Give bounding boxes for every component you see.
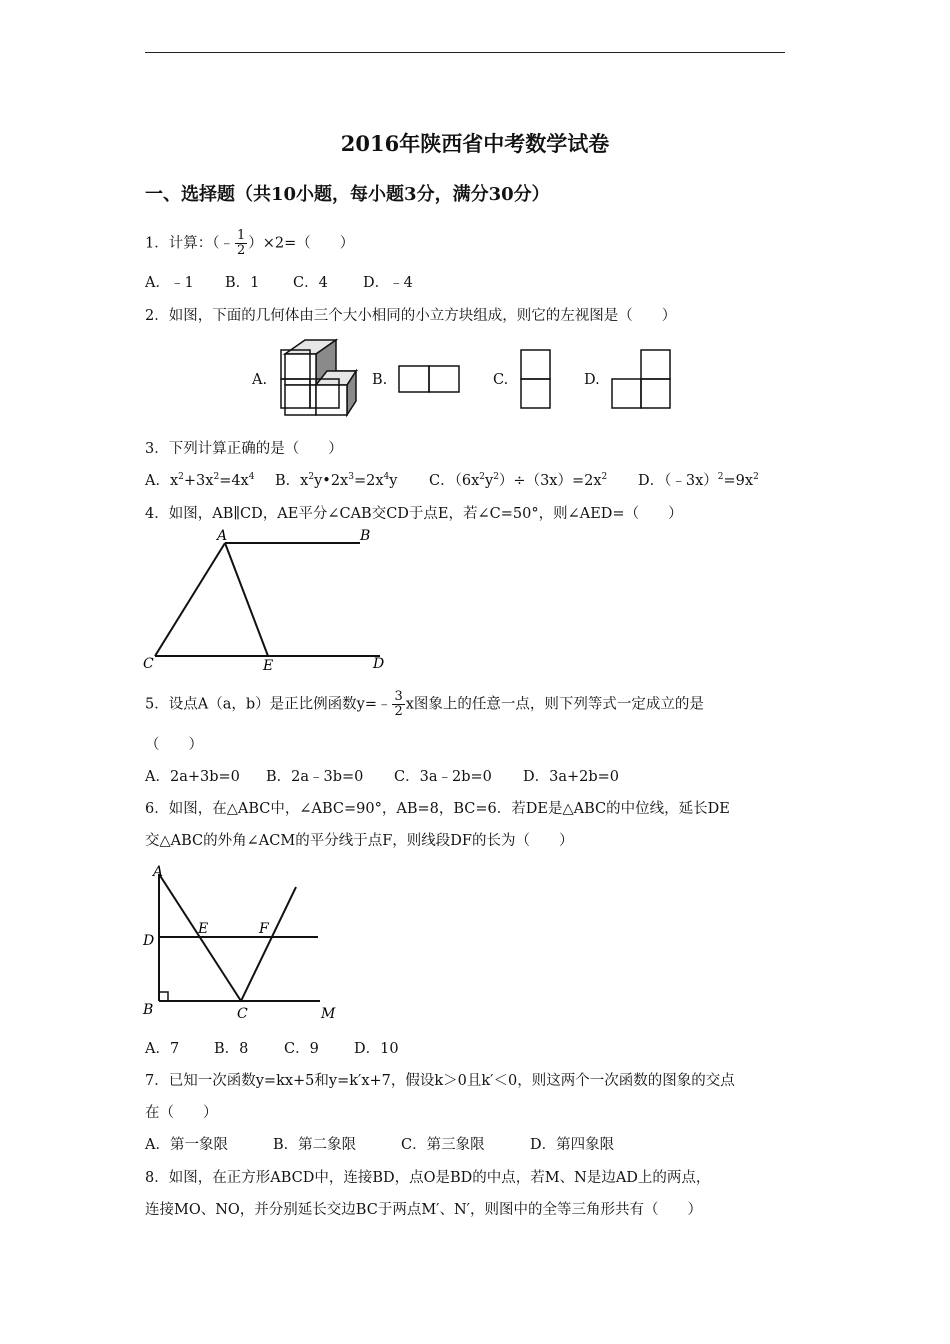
q6-label-m: M [321,1006,336,1022]
q3-option-a[interactable]: A．$x^2+3x^2=4x^4$ [145,472,255,489]
header-rule [145,52,785,53]
q6-label-b: B [143,1002,154,1018]
question-1 [145,229,354,258]
q2-view-c[interactable] [521,350,550,408]
q5-option-c[interactable]: C．3a﹣2b=0 [394,769,492,785]
q5-option-d[interactable]: D．3a+2b=0 [523,769,620,785]
q5-option-a[interactable]: A．2a+3b=0 [145,769,240,785]
q4-label-b: B [360,528,371,544]
q6-option-a[interactable]: A．7 [145,1041,180,1057]
q1-option-c[interactable]: C．4 [293,275,328,291]
q4-figure [135,522,395,677]
q1-prefix: 1．计算：（﹣ [145,235,234,252]
q1-fraction: $\frac{1}{2}$ [236,228,246,258]
question-5 [145,690,704,719]
q6-right-angle-mark [159,992,168,1001]
q3-option-c[interactable]: C．$(6x^2y^2)\div(3x)=2x^2$ [429,472,608,489]
q2-label-b: B. [372,372,388,388]
q6-option-c[interactable]: C．9 [284,1041,319,1057]
q3-option-b[interactable]: B．$x^2y•2x^3=2x^4y$ [275,472,398,489]
q1-option-b[interactable]: B．1 [225,275,260,291]
q4-label-d: D [373,656,385,672]
q7-option-b[interactable]: B．第二象限 [273,1137,357,1153]
q4-label-a: A [217,528,228,544]
q2-view-options [0,338,950,420]
question-6-line-1: 6．如图，在△ABC中，∠ABC=90°，AB=8，BC=6．若DE是△ABC的中位线，延长DE [145,801,730,817]
q7-option-d[interactable]: D．第四象限 [530,1137,615,1153]
q6-figure [135,858,350,1028]
question-8-line-2: 连接MO、NO，并分别延长交边BC于两点M′、N′，则图中的全等三角形共有（ ） [145,1202,702,1218]
q6-label-d: D [143,933,155,949]
q6-label-e: E [198,921,209,937]
q1-option-a[interactable]: A．﹣1 [145,275,194,291]
q1-option-d[interactable]: D．﹣4 [363,275,413,291]
page-title: 2016年陕西省中考数学试卷 [340,131,610,156]
q2-view-b[interactable] [399,366,459,392]
question-2: 2．如图，下面的几何体由三个大小相同的小立方块组成，则它的左视图是（ ） [145,308,677,324]
q4-label-e: E [263,658,274,674]
question-7-line-2: 在（ ） [145,1105,218,1121]
q5-fraction: $\frac{3}{2}$ [394,689,403,719]
section-heading: 一、选择题（共10小题，每小题3分，满分30分） [145,184,550,205]
question-3: 3．下列计算正确的是（ ） [145,441,343,457]
q1-suffix: ）×2=（ ） [248,235,355,252]
q2-view-a[interactable] [281,350,339,408]
q7-option-c[interactable]: C．第三象限 [401,1137,485,1153]
q4-line-ac [155,543,225,656]
question-6-line-2: 交△ABC的外角∠ACM的平分线于点F，则线段DF的长为（ ） [145,833,574,849]
q5-prefix: 5．设点A（a，b）是正比例函数y=﹣ [145,696,392,713]
q7-option-a[interactable]: A．第一象限 [145,1137,228,1153]
q6-line-cf [241,887,296,1001]
q3-option-d[interactable]: D．$(﹣3x)^2=9x^2$ [638,472,759,489]
q5-answer-blank: （ ） [145,737,203,753]
q2-label-c: C. [493,372,509,388]
q6-label-a: A [153,864,164,880]
question-8-line-1: 8．如图，在正方形ABCD中，连接BD，点O是BD的中点，若M、N是边AD上的两点， [145,1170,711,1186]
q4-label-c: C [143,656,154,672]
question-4: 4．如图，AB∥CD，AE平分∠CAB交CD于点E，若∠C=50°，则∠AED=（ ） [145,506,683,522]
q5-suffix: x图象上的任意一点，则下列等式一定成立的是 [405,696,704,713]
q5-option-b[interactable]: B．2a﹣3b=0 [266,769,364,785]
q6-option-d[interactable]: D．10 [354,1041,399,1057]
q6-label-f: F [259,921,269,937]
q2-view-d[interactable] [612,350,670,408]
q6-option-b[interactable]: B．8 [214,1041,249,1057]
q2-label-d: D. [584,372,600,388]
q4-line-ae [225,543,268,656]
q2-label-a: A. [252,372,268,388]
question-7-line-1: 7．已知一次函数y=kx+5和y=k′x+7，假设k＞0且k′＜0，则这两个一次函数的图象的交点 [145,1073,735,1089]
q6-label-c: C [237,1006,248,1022]
